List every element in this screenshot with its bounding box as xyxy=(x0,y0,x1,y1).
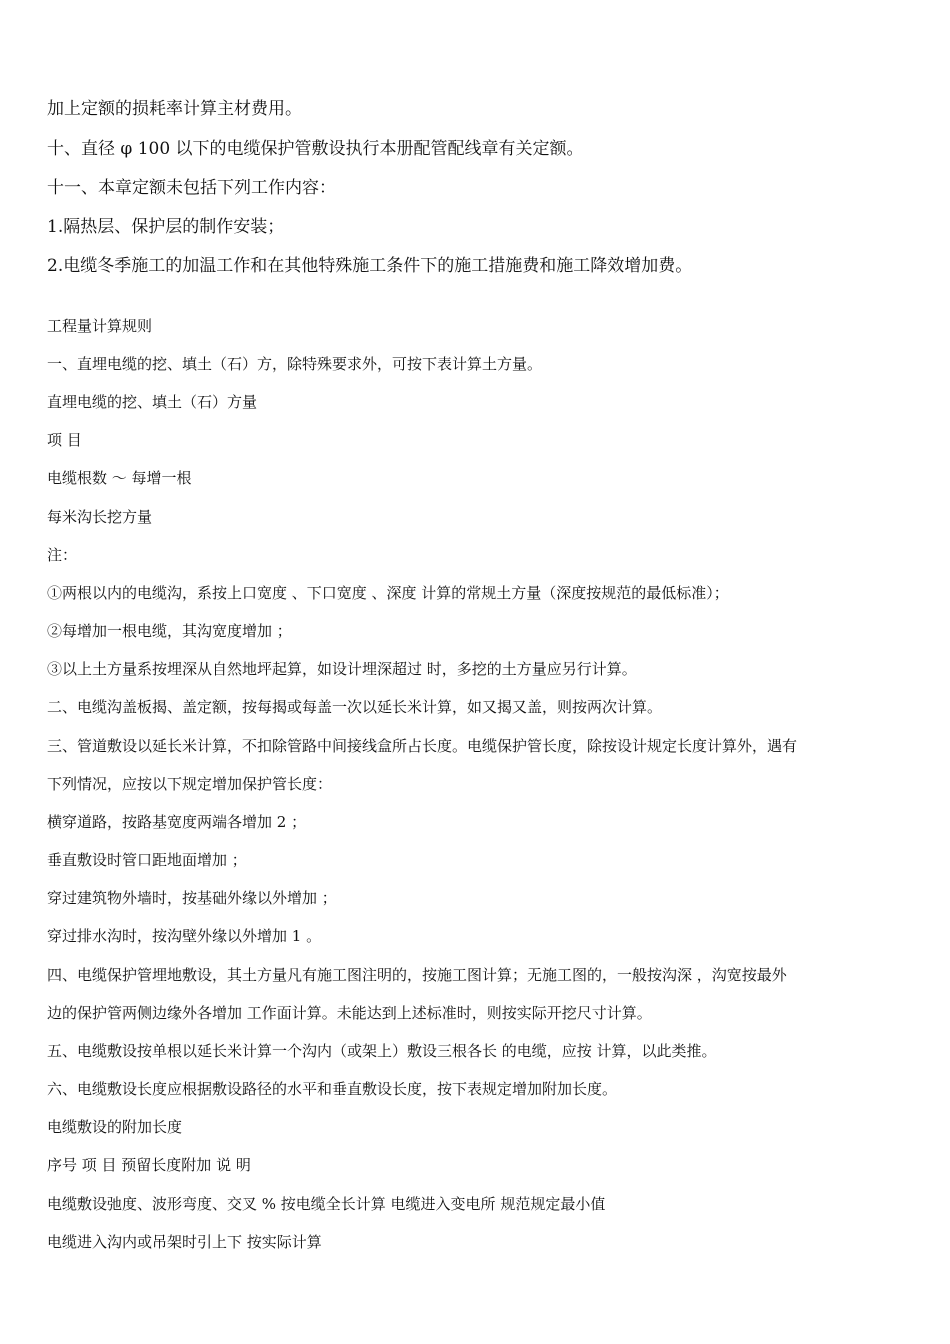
list-item-4: 穿过排水沟时，按沟壁外缘以外增加 1 。 xyxy=(47,927,322,945)
text-line-5: 2.电缆冬季施工的加温工作和在其他特殊施工条件下的施工措施费和施工降效增加费。 xyxy=(47,256,693,276)
text-line-4: 1.隔热层、保护层的制作安装； xyxy=(47,217,285,237)
table-row-4: 电缆进入沟内或吊架时引上下 按实际计算 xyxy=(47,1233,322,1251)
text-line-2: 十、直径 φ 100 以下的电缆保护管敷设执行本册配管配线章有关定额。 xyxy=(47,139,584,159)
note-1: ①两根以内的电缆沟，系按上口宽度 、下口宽度 、深度 计算的常规土方量（深度按规范的最低标准）； xyxy=(47,584,729,602)
list-item-3: 穿过建筑物外墙时，按基础外缘以外增加 ； xyxy=(47,889,337,907)
table-header-1: 项 目 xyxy=(47,431,82,449)
section-heading: 工程量计算规则 xyxy=(47,317,153,335)
text-line-18: 下列情况，应按以下规定增加保护管长度： xyxy=(47,775,333,793)
text-line-1: 加上定额的损耗率计算主材费用。 xyxy=(47,99,302,119)
note-3: ③以上土方量系按埋深从自然地坪起算，如设计埋深超过 时，多挖的土方量应另行计算。 xyxy=(47,660,637,678)
text-line-24: 边的保护管两侧边缘外各增加 工作面计算。未能达到上述标准时，则按实际开挖尺寸计算。 xyxy=(47,1004,652,1022)
table-row-2: 每米沟长挖方量 xyxy=(47,508,153,526)
text-line-7: 一、直埋电缆的挖、填土（石）方，除特殊要求外，可按下表计算土方量。 xyxy=(47,355,543,373)
list-item-2: 垂直敷设时管口距地面增加 ； xyxy=(47,851,247,869)
text-line-23: 四、电缆保护管埋地敷设，其土方量凡有施工图注明的，按施工图计算；无施工图的，一般按沟深 ，沟宽按最外 xyxy=(47,966,787,984)
text-line-17: 三、管道敷设以延长米计算，不扣除管路中间接线盒所占长度。电缆保护管长度，除按设计规定长度计算外，遇有 xyxy=(47,737,798,755)
table-row-1: 电缆根数 ～ 每增一根 xyxy=(47,469,192,487)
text-line-3: 十一、本章定额未包括下列工作内容： xyxy=(47,178,336,198)
text-line-25: 五、电缆敷设按单根以延长米计算一个沟内（或架上）敷设三根各长 的电缆，应按 计算，以此类推。 xyxy=(47,1042,717,1060)
note-label: 注： xyxy=(47,546,78,564)
table-title-2: 电缆敷设的附加长度 xyxy=(47,1118,183,1136)
text-line-26: 六、电缆敷设长度应根据敷设路径的水平和垂直敷设长度，按下表规定增加附加长度。 xyxy=(47,1080,618,1098)
note-2: ②每增加一根电缆，其沟宽度增加 ； xyxy=(47,622,292,640)
table-header-2: 序号 项 目 预留长度附加 说 明 xyxy=(47,1156,251,1174)
table-title-1: 直埋电缆的挖、填土（石）方量 xyxy=(47,393,258,411)
list-item-1: 横穿道路，按路基宽度两端各增加 2 ； xyxy=(47,813,307,831)
table-row-3: 电缆敷设弛度、波形弯度、交叉 % 按电缆全长计算 电缆进入变电所 规范规定最小值 xyxy=(47,1195,606,1213)
text-line-16: 二、电缆沟盖板揭、盖定额，按每揭或每盖一次以延长米计算，如又揭又盖，则按两次计算。 xyxy=(47,698,663,716)
